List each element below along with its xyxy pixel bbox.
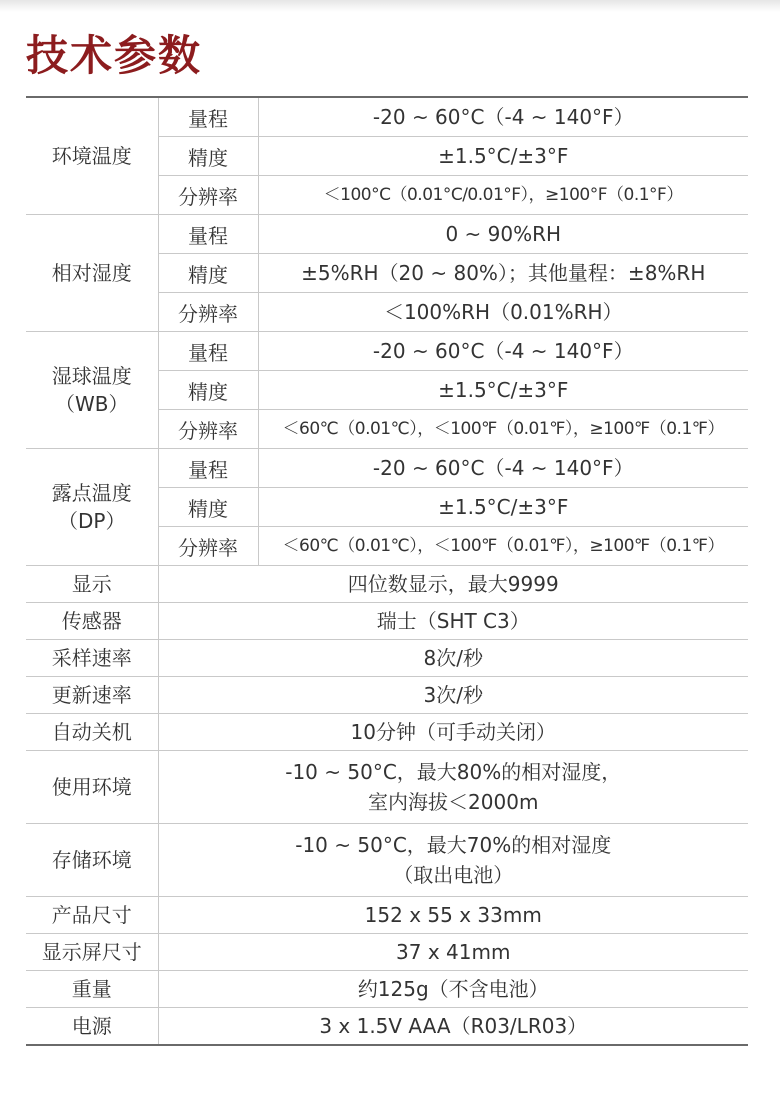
table-row xyxy=(26,215,748,254)
sampling-rate-label: 采样速率 xyxy=(26,640,158,677)
humidity-resolution-label: 分辨率 xyxy=(158,293,258,332)
display-value: 四位数显示，最大9999 xyxy=(158,566,748,603)
operating-env-value-line1: -10 ~ 50°C，最大80%的相对湿度， xyxy=(285,760,622,784)
wet-bulb-range-label: 量程 xyxy=(158,332,258,371)
operating-env-value-line2: 室内海拔＜2000m xyxy=(368,790,539,814)
display-label: 显示 xyxy=(26,566,158,603)
table-row xyxy=(26,332,748,371)
table-row xyxy=(26,1008,748,1046)
power-value: 3 x 1.5V AAA（R03/LR03） xyxy=(158,1008,748,1046)
table-row xyxy=(26,677,748,714)
screen-size-label: 显示屏尺寸 xyxy=(26,934,158,971)
humidity-label: 相对湿度 xyxy=(26,215,158,332)
storage-env-value xyxy=(158,824,748,897)
env-temp-resolution-label: 分辨率 xyxy=(158,176,258,215)
humidity-accuracy-label: 精度 xyxy=(158,254,258,293)
wet-bulb-accuracy-label: 精度 xyxy=(158,371,258,410)
wet-bulb-label-line1: 湿球温度 xyxy=(51,364,132,388)
humidity-accuracy-value: ±5%RH（20 ~ 80%）；其他量程：±8%RH xyxy=(258,254,748,293)
env-temp-label: 环境温度 xyxy=(26,97,158,215)
dew-point-label xyxy=(26,449,158,566)
storage-env-value-line2: （取出电池） xyxy=(393,863,514,887)
table-row xyxy=(26,971,748,1008)
top-shadow xyxy=(0,0,780,12)
screen-size-value: 37 x 41mm xyxy=(158,934,748,971)
table-row xyxy=(26,714,748,751)
env-temp-accuracy-label: 精度 xyxy=(158,137,258,176)
table-row xyxy=(26,751,748,824)
weight-label: 重量 xyxy=(26,971,158,1008)
sensor-label: 传感器 xyxy=(26,603,158,640)
env-temp-range-value: -20 ~ 60°C（-4 ~ 140°F） xyxy=(258,97,748,137)
humidity-resolution-value: ＜100%RH（0.01%RH） xyxy=(258,293,748,332)
env-temp-range-label: 量程 xyxy=(158,97,258,137)
env-temp-accuracy-value: ±1.5°C/±3°F xyxy=(258,137,748,176)
table-row xyxy=(26,603,748,640)
storage-env-value-line1: -10 ~ 50°C，最大70%的相对湿度 xyxy=(295,833,612,857)
table-row xyxy=(26,824,748,897)
auto-off-value: 10分钟（可手动关闭） xyxy=(158,714,748,751)
auto-off-label: 自动关机 xyxy=(26,714,158,751)
dew-point-label-line2: （DP） xyxy=(58,509,126,533)
wet-bulb-resolution-value: ＜60℃（0.01℃），＜100℉（0.01℉），≥100℉（0.1℉） xyxy=(258,410,748,449)
storage-env-label: 存储环境 xyxy=(26,824,158,897)
dew-point-resolution-label: 分辨率 xyxy=(158,527,258,566)
table-row xyxy=(26,934,748,971)
wet-bulb-resolution-label: 分辨率 xyxy=(158,410,258,449)
env-temp-resolution-value: ＜100°C（0.01°C/0.01°F），≥100°F（0.1°F） xyxy=(258,176,748,215)
table-row xyxy=(26,897,748,934)
wet-bulb-range-value: -20 ~ 60°C（-4 ~ 140°F） xyxy=(258,332,748,371)
dew-point-accuracy-label: 精度 xyxy=(158,488,258,527)
operating-env-label: 使用环境 xyxy=(26,751,158,824)
humidity-range-label: 量程 xyxy=(158,215,258,254)
update-rate-label: 更新速率 xyxy=(26,677,158,714)
table-row xyxy=(26,640,748,677)
dew-point-accuracy-value: ±1.5°C/±3°F xyxy=(258,488,748,527)
wet-bulb-label-line2: （WB） xyxy=(55,392,129,416)
dew-point-label-line1: 露点温度 xyxy=(51,481,132,505)
page-title: 技术参数 xyxy=(26,31,203,80)
update-rate-value: 3次/秒 xyxy=(158,677,748,714)
spec-table xyxy=(26,96,748,1046)
humidity-range-value: 0 ~ 90%RH xyxy=(258,215,748,254)
sampling-rate-value: 8次/秒 xyxy=(158,640,748,677)
table-row xyxy=(26,566,748,603)
table-row xyxy=(26,97,748,137)
power-label: 电源 xyxy=(26,1008,158,1046)
dew-point-range-label: 量程 xyxy=(158,449,258,488)
table-row xyxy=(26,449,748,488)
dew-point-resolution-value: ＜60℃（0.01℃），＜100℉（0.01℉），≥100℉（0.1℉） xyxy=(258,527,748,566)
product-size-label: 产品尺寸 xyxy=(26,897,158,934)
product-size-value: 152 x 55 x 33mm xyxy=(158,897,748,934)
wet-bulb-label xyxy=(26,332,158,449)
dew-point-range-value: -20 ~ 60°C（-4 ~ 140°F） xyxy=(258,449,748,488)
sensor-value: 瑞士（SHT C3） xyxy=(158,603,748,640)
operating-env-value xyxy=(158,751,748,824)
weight-value: 约125g（不含电池） xyxy=(158,971,748,1008)
wet-bulb-accuracy-value: ±1.5°C/±3°F xyxy=(258,371,748,410)
